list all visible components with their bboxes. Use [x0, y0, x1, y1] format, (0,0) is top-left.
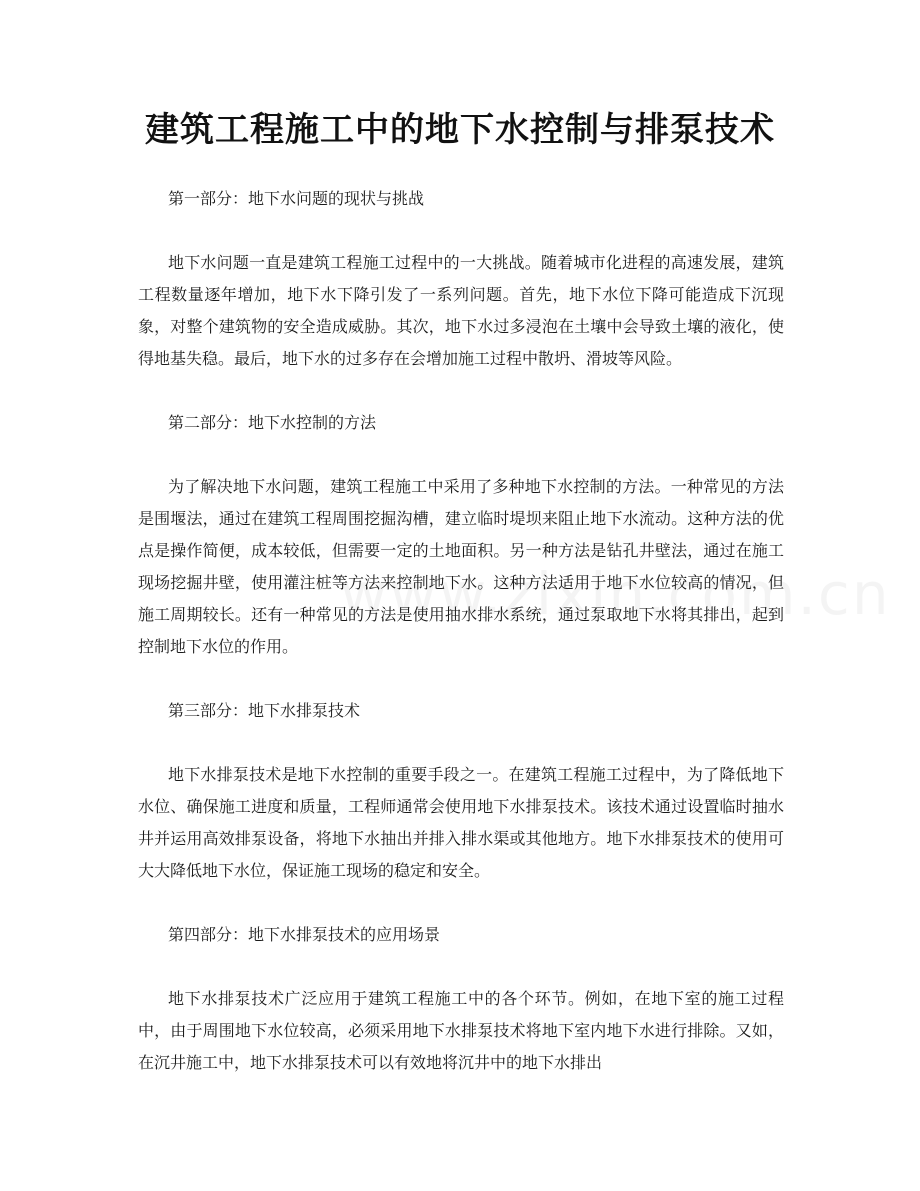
section-heading-4: 第四部分：地下水排泵技术的应用场景 — [168, 925, 441, 944]
document-title: 建筑工程施工中的地下水控制与排泵技术 — [145, 110, 775, 150]
section-heading-1: 第一部分：地下水问题的现状与挑战 — [168, 189, 425, 208]
section-heading-3: 第三部分：地下水排泵技术 — [168, 701, 361, 720]
section-paragraph-4: 地下水排泵技术广泛应用于建筑工程施工中的各个环节。例如，在地下室的施工过程中，由于周围地下水位较高，必须采用地下水排泵技术将地下室内地下水进行排除。又如，在沉井施工中，地下水排泵技术可以有效地将沉井中的地下水排出 — [138, 989, 784, 1072]
section-paragraph-2: 为了解决地下水问题，建筑工程施工中采用了多种地下水控制的方法。一种常见的方法是围堰法，通过在建筑工程周围挖掘沟槽，建立临时堤坝来阻止地下水流动。这种方法的优点是操作简便，成本较低，但需要一定的土地面积。另一种方法是钻孔井壁法，通过在施工现场挖掘井壁，使用灌注桩等方法来控制地下水。这种方法适用于地下水位较高的情况，但施工周期较长。还有一种常见的方法是使用抽水排水系统，通过泵取地下水将其排出，起到控制地下水位的作用。 — [138, 477, 784, 656]
document-body — [138, 181, 784, 1109]
section-paragraph-3: 地下水排泵技术是地下水控制的重要手段之一。在建筑工程施工过程中，为了降低地下水位、确保施工进度和质量，工程师通常会使用地下水排泵技术。该技术通过设置临时抽水井并运用高效排泵设备，将地下水抽出并排入排水渠或其他地方。地下水排泵技术的使用可大大降低地下水位，保证施工现场的稳定和安全。 — [138, 765, 784, 880]
section-heading-2: 第二部分：地下水控制的方法 — [168, 413, 377, 432]
section-paragraph-1: 地下水问题一直是建筑工程施工过程中的一大挑战。随着城市化进程的高速发展，建筑工程数量逐年增加，地下水下降引发了一系列问题。首先，地下水位下降可能造成下沉现象，对整个建筑物的安全造成威胁。其次，地下水过多浸泡在土壤中会导致土壤的液化，使得地基失稳。最后，地下水的过多存在会增加施工过程中散坍、滑坡等风险。 — [138, 253, 784, 368]
